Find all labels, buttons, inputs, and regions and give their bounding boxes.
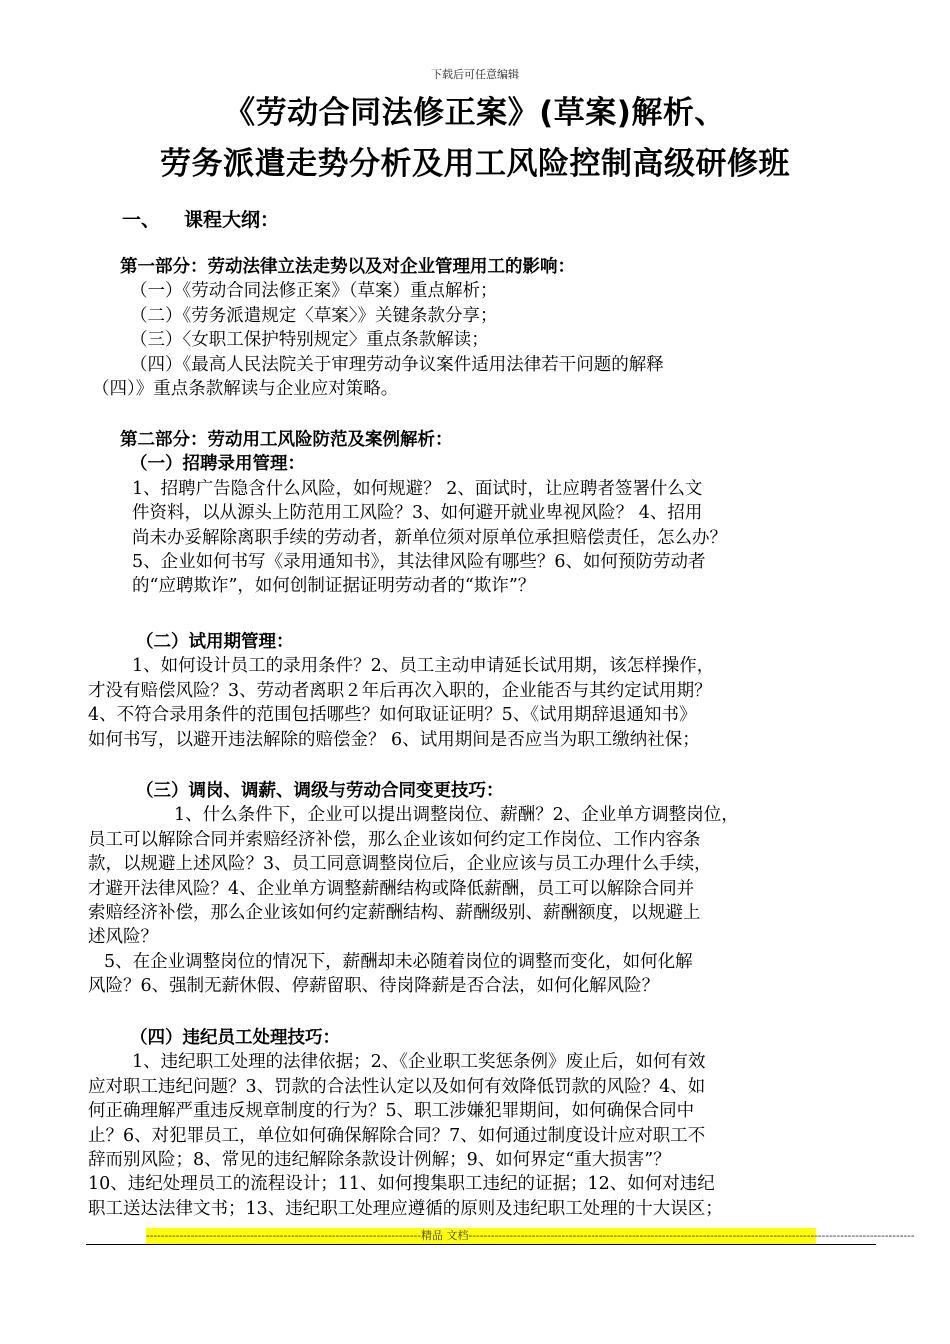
paragraph-line: 1、招聘广告隐含什么风险，如何规避？ 2、面试时，让应聘者签署什么文: [132, 478, 703, 499]
part-1: [88, 255, 878, 401]
paragraph-line: 4、不符合录用条件的范围包括哪些？如何取证证明？5、《试用期辞退通知书》: [88, 705, 697, 726]
header-note: 下载后可任意编辑: [431, 68, 519, 81]
paragraph-line: 职工送达法律文书；13、违纪职工处理应遵循的原则及违纪职工处理的十大误区；: [88, 1198, 723, 1219]
section-number: 一、: [122, 209, 161, 231]
subsection-3: [88, 779, 878, 999]
part-1-item: （一）《劳动合同法修正案》（草案）重点解析；: [130, 281, 498, 302]
paragraph-line: 10、违纪处理员工的流程设计；11、如何搜集职工违纪的证据；12、如何对违纪: [88, 1174, 715, 1195]
paragraph-line: 员工可以解除合同并索赔经济补偿，那么企业该如何约定工作岗位、工作内容条: [88, 829, 701, 850]
paragraph-line: 才没有赔偿风险？3、劳动者离职２年后再次入职的，企业能否与其约定试用期？: [88, 680, 712, 701]
paragraph-line: 才避开法律风险？4、企业单方调整薪酬结构或降低薪酬，员工可以解除合同并: [88, 878, 695, 899]
footer-divider: [86, 1244, 876, 1245]
footer-banner: [146, 1228, 915, 1244]
part-1-item: （二）《劳务派遣规定〈草案〉》关键条款分享；: [130, 305, 498, 326]
paragraph-line: 款，以规避上述风险？3、员工同意调整岗位后，企业应该与员工办理什么手续，: [88, 854, 712, 875]
part-2: [88, 428, 878, 599]
paragraph-line: 止？6、对犯罪员工，单位如何确保解除合同？7、如何通过制度设计应对职工不: [88, 1125, 706, 1146]
subsection-title-2: （二）试用期管理：: [136, 632, 294, 652]
section-label: 课程大纲：: [184, 209, 280, 231]
paragraph-line: 如何书写，以避开违法解除的赔偿金？ 6、试用期间是否应当为职工缴纳社保；: [88, 729, 700, 750]
subsection-title-3: （三）调岗、调薪、调级与劳动合同变更技巧：: [136, 781, 504, 801]
footer-label: 精品 文档: [421, 1229, 469, 1242]
title-line-2: 劳务派遣走势分析及用工风险控制高级研修班: [160, 146, 790, 182]
paragraph-line: 述风险？: [88, 927, 158, 948]
paragraph-line: 件资料，以从源头上防范用工风险？3、如何避开就业卑视风险？ 4、招用: [132, 503, 703, 524]
subsection-4: [88, 1026, 878, 1221]
footer-dashes-left: --------------------------------------------------------------------------: [146, 1229, 422, 1242]
paragraph-line: 风险？6、强制无薪休假、停薪留职、待岗降薪是否合法，如何化解风险？: [88, 976, 660, 997]
paragraph-line: 1、什么条件下，企业可以提出调整岗位、薪酬？2、企业单方调整岗位，: [174, 805, 739, 826]
part-1-item: （四）》重点条款解读与企业应对策略。: [92, 378, 399, 399]
paragraph-line: 何正确理解严重违反规章制度的行为？5、职工涉嫌犯罪期间，如何确保合同中: [88, 1101, 695, 1122]
subsection-2: [88, 630, 878, 752]
subsection-title-4: （四）违纪员工处理技巧：: [130, 1028, 340, 1048]
paragraph-line: 的“应聘欺诈”，如何创制证据证明劳动者的“欺诈”？: [132, 576, 536, 597]
paragraph-line: 5、在企业调整岗位的情况下，薪酬却未必随着岗位的调整而变化，如何化解: [104, 951, 693, 972]
part-1-item: （三）〈女职工保护特别规定〉重点条款解读；: [130, 330, 489, 351]
paragraph-line: 索赔经济补偿，那么企业该如何约定薪酬结构、薪酬级别、薪酬额度，以规避上: [88, 902, 701, 923]
paragraph-line: 1、违纪职工处理的法律依据；2、《企业职工奖惩条例》废止后，如何有效: [132, 1052, 706, 1073]
paragraph-line: 尚未办妥解除离职手续的劳动者，新单位须对原单位承担赔偿责任，怎么办？: [132, 527, 727, 548]
paragraph-line: 5、企业如何书写《录用通知书》，其法律风险有哪些？6、如何预防劳动者: [132, 551, 706, 572]
part-1-heading: 第一部分：劳动法律立法走势以及对企业管理用工的影响：: [120, 257, 575, 277]
paragraph-line: 辞而别风险；8、常见的违纪解除条款设计例解；9、如何界定“重大损害”？: [88, 1149, 671, 1170]
paragraph-line: 应对职工违纪问题？3、罚款的合法性认定以及如何有效降低罚款的风险？4、如: [88, 1076, 706, 1097]
paragraph-line: 1、如何设计员工的录用条件？2、员工主动申请延长试用期，该怎样操作，: [132, 656, 715, 677]
section-heading: [122, 205, 279, 232]
part-1-item: （四）《最高人民法院关于审理劳动争议案件适用法律若干问题的解释: [130, 354, 664, 375]
title-line-1: 《劳动合同法修正案》(草案)解析、: [224, 95, 726, 131]
footer-dashes-right: ------------------------------------------------------------------------------------------------------------------------: [468, 1229, 915, 1242]
part-2-heading: 第二部分：劳动用工风险防范及案例解析：: [120, 430, 453, 450]
subsection-title-1: （一）招聘录用管理：: [130, 454, 305, 475]
